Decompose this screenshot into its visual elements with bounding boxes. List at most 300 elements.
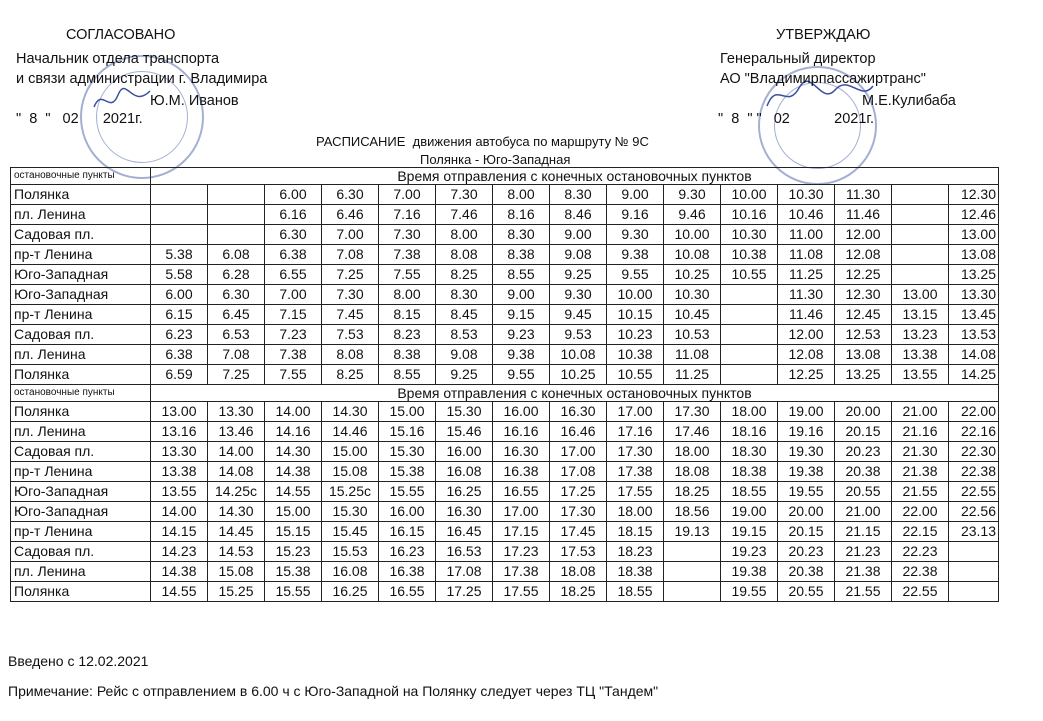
departure-time: 6.30 xyxy=(322,185,379,205)
departure-time: 17.30 xyxy=(607,442,664,462)
departure-time: 9.53 xyxy=(550,325,607,345)
departure-time: 14.15 xyxy=(151,522,208,542)
departure-time: 12.00 xyxy=(778,325,835,345)
confirmed-date: " 8 " " 02 2021г. xyxy=(718,111,874,127)
departure-time: 8.00 xyxy=(379,285,436,305)
departure-time: 10.38 xyxy=(721,245,778,265)
departure-time: 12.30 xyxy=(835,285,892,305)
departure-time: 9.45 xyxy=(550,305,607,325)
departure-time: 16.30 xyxy=(493,442,550,462)
departure-time: 9.30 xyxy=(607,225,664,245)
departure-time: 7.08 xyxy=(322,245,379,265)
departure-time: 20.23 xyxy=(835,442,892,462)
departure-time: 13.53 xyxy=(949,325,999,345)
departure-time xyxy=(208,185,265,205)
departure-time: 7.30 xyxy=(436,185,493,205)
departure-time xyxy=(949,582,999,602)
departure-time: 10.15 xyxy=(607,305,664,325)
table-row xyxy=(11,185,999,205)
stop-name: Полянка xyxy=(11,582,151,602)
departure-time: 22.15 xyxy=(892,522,949,542)
departure-time: 15.38 xyxy=(265,562,322,582)
departure-time: 13.16 xyxy=(151,422,208,442)
departure-time: 7.30 xyxy=(322,285,379,305)
departure-time: 13.30 xyxy=(208,402,265,422)
departure-time: 5.58 xyxy=(151,265,208,285)
departure-time: 16.25 xyxy=(322,582,379,602)
departure-time: 6.30 xyxy=(208,285,265,305)
departure-time: 14.00 xyxy=(208,442,265,462)
departure-time: 22.16 xyxy=(949,422,999,442)
departure-time: 10.53 xyxy=(664,325,721,345)
stop-name: Садовая пл. xyxy=(11,542,151,562)
departure-time: 9.00 xyxy=(493,285,550,305)
departure-time: 19.15 xyxy=(721,522,778,542)
approved-date: " 8 " 02 2021г. xyxy=(16,111,143,127)
departure-time: 15.25с xyxy=(322,482,379,502)
departure-time: 11.25 xyxy=(778,265,835,285)
departure-time: 15.16 xyxy=(379,422,436,442)
departure-time: 12.53 xyxy=(835,325,892,345)
table-row xyxy=(11,562,999,582)
departure-time: 20.00 xyxy=(835,402,892,422)
departure-time: 13.25 xyxy=(835,365,892,385)
departure-time: 6.30 xyxy=(265,225,322,245)
departure-time: 11.25 xyxy=(664,365,721,385)
approved-position: Начальник отдела транспорта xyxy=(16,51,220,67)
departure-time: 10.16 xyxy=(721,205,778,225)
departure-time: 10.55 xyxy=(721,265,778,285)
stop-name: Юго-Западная xyxy=(11,265,151,285)
departure-time: 22.00 xyxy=(949,402,999,422)
departure-time: 10.25 xyxy=(664,265,721,285)
departure-time: 12.25 xyxy=(835,265,892,285)
departure-time: 14.53 xyxy=(208,542,265,562)
departure-time xyxy=(151,205,208,225)
stop-name: пр-т Ленина xyxy=(11,522,151,542)
departure-time: 17.00 xyxy=(493,502,550,522)
departure-time: 18.55 xyxy=(721,482,778,502)
table-row xyxy=(11,305,999,325)
stop-name: пл. Ленина xyxy=(11,422,151,442)
departure-time: 18.08 xyxy=(550,562,607,582)
departure-time: 15.38 xyxy=(379,462,436,482)
table-row xyxy=(11,462,999,482)
departure-time: 17.16 xyxy=(607,422,664,442)
departure-time: 16.00 xyxy=(436,442,493,462)
departure-time: 13.25 xyxy=(949,265,999,285)
departure-time xyxy=(664,562,721,582)
table-row xyxy=(11,345,999,365)
departure-time: 15.30 xyxy=(322,502,379,522)
introduced-date: Введено с 12.02.2021 xyxy=(8,653,149,669)
document-title: РАСПИСАНИЕ движения автобуса по маршруту № 9С xyxy=(316,134,649,149)
departure-time: 15.45 xyxy=(322,522,379,542)
stop-name: Садовая пл. xyxy=(11,325,151,345)
departure-time: 8.25 xyxy=(322,365,379,385)
departure-time: 12.25 xyxy=(778,365,835,385)
departure-time: 14.16 xyxy=(265,422,322,442)
departure-time: 21.38 xyxy=(892,462,949,482)
departure-time: 21.55 xyxy=(835,582,892,602)
departure-time: 13.08 xyxy=(835,345,892,365)
departure-time: 15.00 xyxy=(322,442,379,462)
stop-name: Садовая пл. xyxy=(11,442,151,462)
departure-time: 6.15 xyxy=(151,305,208,325)
departure-time: 10.38 xyxy=(607,345,664,365)
departure-time: 14.45 xyxy=(208,522,265,542)
schedule-table xyxy=(10,167,999,602)
departure-time xyxy=(721,345,778,365)
departure-time: 8.55 xyxy=(493,265,550,285)
departure-time: 15.30 xyxy=(436,402,493,422)
departure-time: 21.16 xyxy=(892,422,949,442)
departure-time: 7.15 xyxy=(265,305,322,325)
departure-time: 15.08 xyxy=(322,462,379,482)
departure-time: 13.45 xyxy=(949,305,999,325)
departure-time: 20.15 xyxy=(835,422,892,442)
stop-name: Полянка xyxy=(11,365,151,385)
departure-time: 11.46 xyxy=(835,205,892,225)
departure-time: 14.23 xyxy=(151,542,208,562)
departure-time: 8.53 xyxy=(436,325,493,345)
table-row xyxy=(11,205,999,225)
departure-time: 6.38 xyxy=(265,245,322,265)
departure-time: 14.30 xyxy=(322,402,379,422)
departure-time: 16.55 xyxy=(379,582,436,602)
stop-name: Садовая пл. xyxy=(11,225,151,245)
departure-time: 8.30 xyxy=(436,285,493,305)
stop-name: пл. Ленина xyxy=(11,562,151,582)
departure-time: 13.30 xyxy=(949,285,999,305)
departure-time: 21.38 xyxy=(835,562,892,582)
departure-time: 18.23 xyxy=(607,542,664,562)
departure-time: 18.25 xyxy=(550,582,607,602)
stops-column-label: остановочные пункты xyxy=(11,168,151,185)
departure-time: 21.15 xyxy=(835,522,892,542)
departure-time: 10.08 xyxy=(550,345,607,365)
departure-time: 17.53 xyxy=(550,542,607,562)
departure-time: 13.38 xyxy=(892,345,949,365)
departure-time: 11.30 xyxy=(778,285,835,305)
departure-time: 7.00 xyxy=(379,185,436,205)
departure-time: 18.00 xyxy=(721,402,778,422)
table-row xyxy=(11,482,999,502)
departure-time: 17.55 xyxy=(607,482,664,502)
departure-time: 14.55 xyxy=(265,482,322,502)
departure-time: 9.25 xyxy=(436,365,493,385)
departure-time: 7.38 xyxy=(379,245,436,265)
stop-name: пл. Ленина xyxy=(11,205,151,225)
departure-time xyxy=(892,185,949,205)
departure-time: 21.23 xyxy=(835,542,892,562)
departure-time: 5.38 xyxy=(151,245,208,265)
departure-time: 19.55 xyxy=(778,482,835,502)
departure-time: 16.16 xyxy=(493,422,550,442)
departure-time: 16.55 xyxy=(493,482,550,502)
stop-name: Полянка xyxy=(11,185,151,205)
departure-time: 6.38 xyxy=(151,345,208,365)
departure-time: 16.08 xyxy=(322,562,379,582)
route-subtitle: Полянка - Юго-Западная xyxy=(420,152,571,167)
departure-time: 17.45 xyxy=(550,522,607,542)
departure-time: 17.55 xyxy=(493,582,550,602)
departure-time: 8.46 xyxy=(550,205,607,225)
departure-time: 15.30 xyxy=(379,442,436,462)
departure-time: 17.00 xyxy=(607,402,664,422)
departure-time: 9.30 xyxy=(550,285,607,305)
departure-time: 11.08 xyxy=(664,345,721,365)
departure-time: 8.15 xyxy=(379,305,436,325)
table-row xyxy=(11,542,999,562)
departure-time: 14.38 xyxy=(265,462,322,482)
departure-time: 15.15 xyxy=(265,522,322,542)
departure-time: 16.15 xyxy=(379,522,436,542)
departure-time: 12.30 xyxy=(949,185,999,205)
departure-time: 8.00 xyxy=(436,225,493,245)
departure-time: 19.13 xyxy=(664,522,721,542)
departure-time: 15.46 xyxy=(436,422,493,442)
departure-time: 16.46 xyxy=(550,422,607,442)
departure-time: 10.25 xyxy=(550,365,607,385)
departure-time xyxy=(892,205,949,225)
departure-time: 18.30 xyxy=(721,442,778,462)
departure-time: 11.00 xyxy=(778,225,835,245)
departure-time: 17.30 xyxy=(664,402,721,422)
departure-time: 6.23 xyxy=(151,325,208,345)
departure-time: 7.30 xyxy=(379,225,436,245)
departure-time: 12.08 xyxy=(835,245,892,265)
departure-time: 18.16 xyxy=(721,422,778,442)
departure-time xyxy=(721,365,778,385)
confirmed-position: Генеральный директор xyxy=(720,51,876,67)
departure-time: 8.45 xyxy=(436,305,493,325)
departure-time: 6.00 xyxy=(265,185,322,205)
departure-time: 22.38 xyxy=(949,462,999,482)
departure-time: 13.55 xyxy=(892,365,949,385)
departure-time: 9.46 xyxy=(664,205,721,225)
departure-time: 10.30 xyxy=(778,185,835,205)
departure-time: 6.53 xyxy=(208,325,265,345)
departure-time: 10.00 xyxy=(721,185,778,205)
departure-time: 19.00 xyxy=(721,502,778,522)
departure-time: 20.38 xyxy=(835,462,892,482)
departure-time: 10.45 xyxy=(664,305,721,325)
departure-time: 14.38 xyxy=(151,562,208,582)
departure-time: 7.45 xyxy=(322,305,379,325)
departure-time: 8.30 xyxy=(493,225,550,245)
departure-time xyxy=(208,225,265,245)
departure-time: 17.25 xyxy=(550,482,607,502)
departure-time: 8.30 xyxy=(550,185,607,205)
departure-time xyxy=(151,185,208,205)
departure-time: 7.08 xyxy=(208,345,265,365)
confirmed-signer: М.Е.Кулибаба xyxy=(862,93,956,109)
departure-time: 15.23 xyxy=(265,542,322,562)
departure-time: 16.38 xyxy=(493,462,550,482)
section-header-row xyxy=(11,168,999,185)
departure-time: 14.25 xyxy=(949,365,999,385)
departure-time: 13.00 xyxy=(949,225,999,245)
departure-time: 22.56 xyxy=(949,502,999,522)
table-row xyxy=(11,285,999,305)
departure-time: 9.08 xyxy=(550,245,607,265)
departure-time: 15.55 xyxy=(265,582,322,602)
departure-time: 7.25 xyxy=(322,265,379,285)
departure-time: 7.00 xyxy=(265,285,322,305)
departure-time: 6.45 xyxy=(208,305,265,325)
table-row xyxy=(11,225,999,245)
departure-time: 7.16 xyxy=(379,205,436,225)
departure-time: 20.00 xyxy=(778,502,835,522)
departure-time xyxy=(949,562,999,582)
departure-time: 9.00 xyxy=(607,185,664,205)
departure-time: 17.15 xyxy=(493,522,550,542)
departure-time: 9.25 xyxy=(550,265,607,285)
departure-time: 10.55 xyxy=(607,365,664,385)
table-row xyxy=(11,265,999,285)
departure-time: 18.25 xyxy=(664,482,721,502)
departure-time: 12.45 xyxy=(835,305,892,325)
approved-title: СОГЛАСОВАНО xyxy=(66,27,176,43)
departure-time: 7.23 xyxy=(265,325,322,345)
departure-time: 9.23 xyxy=(493,325,550,345)
departure-time: 6.28 xyxy=(208,265,265,285)
departure-time: 22.00 xyxy=(892,502,949,522)
departure-time: 10.30 xyxy=(664,285,721,305)
departure-time xyxy=(949,542,999,562)
departure-time: 18.56 xyxy=(664,502,721,522)
departure-time: 8.00 xyxy=(493,185,550,205)
departure-time: 15.53 xyxy=(322,542,379,562)
table-row xyxy=(11,365,999,385)
departure-time: 10.00 xyxy=(607,285,664,305)
departure-time: 9.16 xyxy=(607,205,664,225)
departure-time xyxy=(721,325,778,345)
departure-time: 8.38 xyxy=(379,345,436,365)
stop-name: пл. Ленина xyxy=(11,345,151,365)
section-header-row xyxy=(11,385,999,402)
departure-time: 7.46 xyxy=(436,205,493,225)
departure-time: 7.55 xyxy=(265,365,322,385)
approved-signer: Ю.М. Иванов xyxy=(150,93,239,109)
departure-times-header: Время отправления с конечных остановочных пунктов xyxy=(151,168,999,185)
departure-time: 14.00 xyxy=(151,502,208,522)
departure-time: 17.25 xyxy=(436,582,493,602)
stop-name: Юго-Западная xyxy=(11,285,151,305)
departure-time: 13.30 xyxy=(151,442,208,462)
table-row xyxy=(11,442,999,462)
departure-time: 9.38 xyxy=(607,245,664,265)
departure-time: 17.30 xyxy=(550,502,607,522)
departure-time: 15.00 xyxy=(265,502,322,522)
departure-time: 14.08 xyxy=(949,345,999,365)
confirmed-title: УТВЕРЖДАЮ xyxy=(776,27,871,43)
departure-time: 22.38 xyxy=(892,562,949,582)
table-row xyxy=(11,422,999,442)
departure-time: 20.55 xyxy=(778,582,835,602)
departure-time: 8.55 xyxy=(379,365,436,385)
departure-time: 22.55 xyxy=(892,582,949,602)
departure-time: 22.23 xyxy=(892,542,949,562)
departure-time: 9.38 xyxy=(493,345,550,365)
stop-name: пр-т Ленина xyxy=(11,245,151,265)
departure-time: 12.00 xyxy=(835,225,892,245)
departure-time: 21.00 xyxy=(835,502,892,522)
table-row xyxy=(11,245,999,265)
departure-time: 15.08 xyxy=(208,562,265,582)
stops-column-label: остановочные пункты xyxy=(11,385,151,402)
departure-time: 17.08 xyxy=(550,462,607,482)
departure-time: 8.16 xyxy=(493,205,550,225)
departure-time: 16.08 xyxy=(436,462,493,482)
departure-time: 18.55 xyxy=(607,582,664,602)
departure-time: 14.55 xyxy=(151,582,208,602)
departure-time xyxy=(208,205,265,225)
departure-time: 22.55 xyxy=(949,482,999,502)
departure-time: 14.00 xyxy=(265,402,322,422)
departure-time: 20.38 xyxy=(778,562,835,582)
schedule-body xyxy=(11,168,999,602)
departure-time: 15.00 xyxy=(379,402,436,422)
departure-time: 6.08 xyxy=(208,245,265,265)
departure-time: 18.00 xyxy=(664,442,721,462)
departure-time: 10.23 xyxy=(607,325,664,345)
departure-time: 15.55 xyxy=(379,482,436,502)
departure-time: 16.53 xyxy=(436,542,493,562)
departure-time xyxy=(151,225,208,245)
departure-time: 9.30 xyxy=(664,185,721,205)
departure-time: 14.25с xyxy=(208,482,265,502)
stop-name: Юго-Западная xyxy=(11,482,151,502)
departure-time: 12.08 xyxy=(778,345,835,365)
departure-time: 22.30 xyxy=(949,442,999,462)
departure-time: 7.00 xyxy=(322,225,379,245)
departure-time: 8.38 xyxy=(493,245,550,265)
table-row xyxy=(11,502,999,522)
footnote: Примечание: Рейс с отправлением в 6.00 ч с Юго-Западной на Полянку следует через ТЦ "Тандем" xyxy=(8,683,659,699)
departure-time: 14.30 xyxy=(208,502,265,522)
departure-time: 13.38 xyxy=(151,462,208,482)
departure-times-header: Время отправления с конечных остановочных пунктов xyxy=(151,385,999,402)
departure-time: 10.46 xyxy=(778,205,835,225)
departure-time: 23.13 xyxy=(949,522,999,542)
departure-time: 9.55 xyxy=(493,365,550,385)
departure-time: 18.38 xyxy=(721,462,778,482)
departure-time: 8.08 xyxy=(436,245,493,265)
departure-time: 13.15 xyxy=(892,305,949,325)
departure-time: 17.00 xyxy=(550,442,607,462)
departure-time: 21.30 xyxy=(892,442,949,462)
departure-time: 13.00 xyxy=(151,402,208,422)
departure-time: 18.00 xyxy=(607,502,664,522)
departure-time xyxy=(892,225,949,245)
table-row xyxy=(11,522,999,542)
departure-time: 19.23 xyxy=(721,542,778,562)
departure-time: 11.30 xyxy=(835,185,892,205)
departure-time: 10.30 xyxy=(721,225,778,245)
departure-time: 15.25 xyxy=(208,582,265,602)
departure-time: 16.30 xyxy=(436,502,493,522)
departure-time xyxy=(664,582,721,602)
table-row xyxy=(11,582,999,602)
departure-time: 11.08 xyxy=(778,245,835,265)
departure-time: 21.00 xyxy=(892,402,949,422)
departure-time: 16.30 xyxy=(550,402,607,422)
departure-time: 20.23 xyxy=(778,542,835,562)
departure-time: 12.46 xyxy=(949,205,999,225)
departure-time: 16.45 xyxy=(436,522,493,542)
